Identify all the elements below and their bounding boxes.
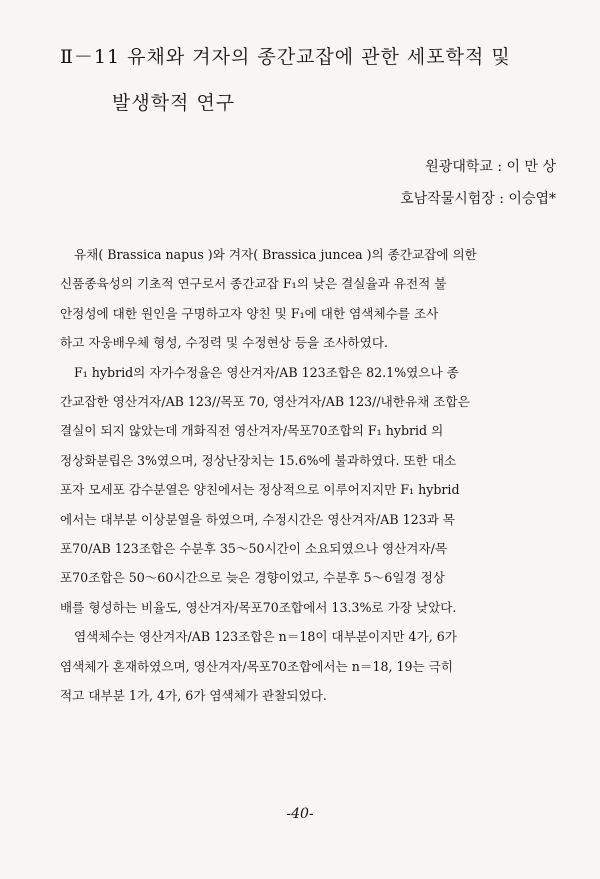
- body-line: 포70/AB 123조합은 수분후 35～50시간이 소요되였으나 영산겨자/목: [60, 541, 448, 557]
- body-line: 안정성에 대한 원인을 구명하고자 양친 및 F₁에 대한 염색체수를 조사: [60, 305, 439, 321]
- body-line: 에서는 대부분 이상분열을 하였으며, 수정시간은 영산겨자/AB 123과 목: [60, 511, 455, 527]
- author-affiliation-2: 호남작물시험장 : 이승엽*: [400, 191, 556, 207]
- body-line: 염색체수는 영산겨자/AB 123조합은 n＝18이 대부분이지만 4가, 6가: [74, 629, 457, 645]
- author-affiliation-1: 원광대학교 : 이 만 상: [425, 159, 556, 175]
- body-line: 결실이 되지 않았는데 개화직전 영산겨자/목포70조합의 F₁ hybrid 의: [60, 423, 444, 439]
- body-line: 포자 모세포 감수분열은 양친에서는 정상적으로 이루어지지만 F₁ hybrid: [60, 482, 460, 498]
- page-number: -40-: [286, 806, 314, 822]
- title-line-1: Ⅱ－11 유채와 겨자의 종간교잡에 관한 세포학적 및: [60, 46, 511, 68]
- title-line-2: 발생학적 연구: [112, 92, 236, 114]
- body-line: 배를 형성하는 비율도, 영산겨자/목포70조합에서 13.3%로 가장 낮았다.: [60, 599, 457, 615]
- body-line: 유채( Brassica napus )와 겨자( Brassica juncea )의 종간교잡에 의한: [74, 247, 477, 262]
- body-line: 정상화분립은 3%였으며, 정상난장치는 15.6%에 불과하였다. 또한 대소: [60, 452, 457, 468]
- body-line: F₁ hybrid의 자가수정율은 영산겨자/AB 123조합은 82.1%였으나 종: [74, 364, 459, 380]
- body-line: 하고 자웅배우체 형성, 수정력 및 수정현상 등을 조사하였다.: [60, 335, 389, 351]
- abstract-body: [60, 240, 560, 711]
- body-line: 간교잡한 영산겨자/AB 123//목포 70, 영산겨자/AB 123//내한유채 조합은: [60, 394, 470, 410]
- body-line: 적고 대부분 1가, 4가, 6가 염색체가 관찰되었다.: [60, 688, 327, 704]
- body-line: 신품종육성의 기초적 연구로서 종간교잡 F₁의 낮은 결실율과 유전적 불: [60, 276, 447, 292]
- body-line: 포70조합은 50～60시간으로 늦은 경향이었고, 수분후 5～6일경 정상: [60, 570, 445, 586]
- body-line: 염색체가 혼재하였으며, 영산겨자/목포70조합에서는 n＝18, 19는 극히: [60, 658, 454, 674]
